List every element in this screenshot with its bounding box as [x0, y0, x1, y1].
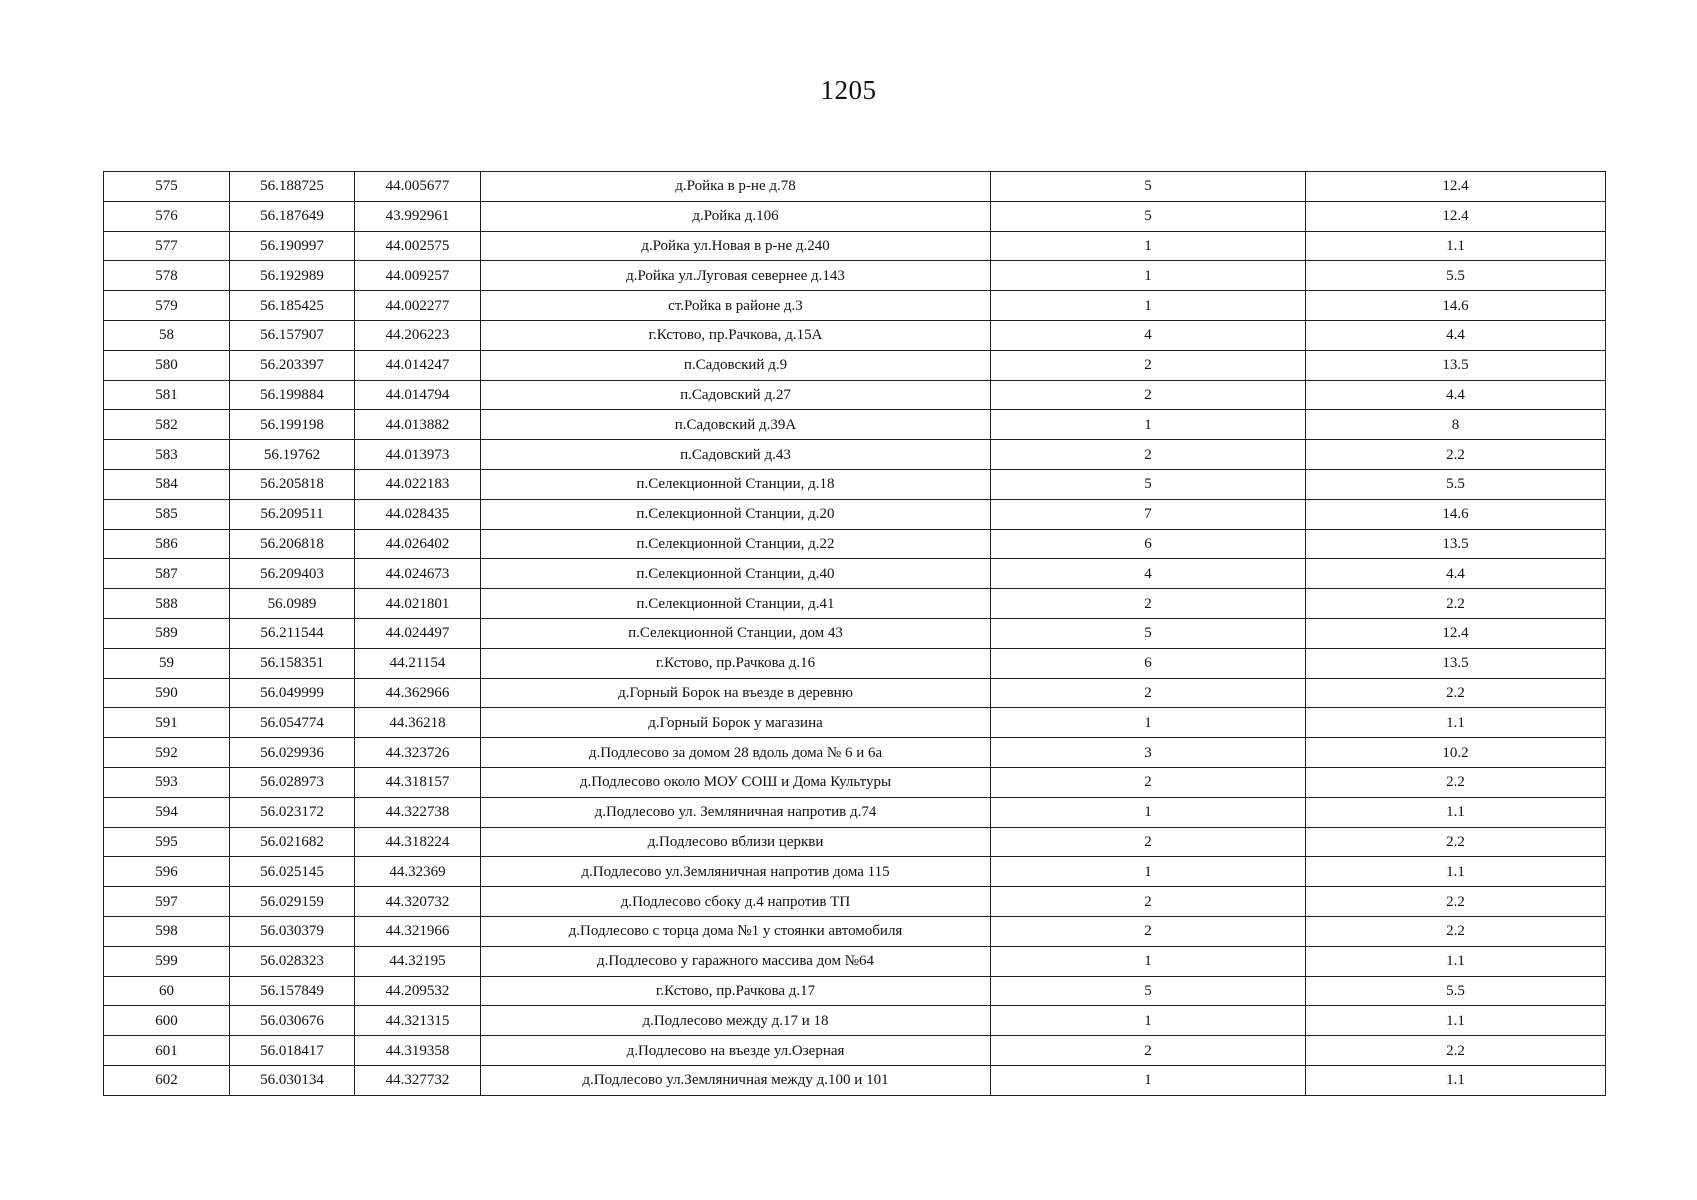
- cell-count: 1: [991, 261, 1306, 291]
- cell-address: д.Подлесово за домом 28 вдоль дома № 6 и 6а: [481, 738, 991, 768]
- cell-value: 1.1: [1306, 1065, 1606, 1095]
- cell-value: 4.4: [1306, 380, 1606, 410]
- cell-count: 1: [991, 1065, 1306, 1095]
- table-row: [104, 172, 1606, 202]
- cell-value: 14.6: [1306, 499, 1606, 529]
- cell-latitude: 56.030676: [230, 1006, 355, 1036]
- table-row: [104, 440, 1606, 470]
- table-row: [104, 1036, 1606, 1066]
- table-row: [104, 738, 1606, 768]
- cell-address: д.Подлесово около МОУ СОШ и Дома Культуры: [481, 767, 991, 797]
- cell-id: 577: [104, 231, 230, 261]
- cell-value: 1.1: [1306, 946, 1606, 976]
- cell-latitude: 56.209511: [230, 499, 355, 529]
- cell-count: 2: [991, 440, 1306, 470]
- cell-count: 1: [991, 231, 1306, 261]
- cell-latitude: 56.19762: [230, 440, 355, 470]
- cell-id: 583: [104, 440, 230, 470]
- cell-count: 2: [991, 827, 1306, 857]
- cell-address: д.Подлесово с торца дома №1 у стоянки автомобиля: [481, 916, 991, 946]
- cell-id: 579: [104, 291, 230, 321]
- cell-latitude: 56.030134: [230, 1065, 355, 1095]
- page-number: 1205: [820, 75, 877, 105]
- cell-id: 592: [104, 738, 230, 768]
- cell-id: 586: [104, 529, 230, 559]
- cell-longitude: 44.014794: [355, 380, 481, 410]
- cell-latitude: 56.157849: [230, 976, 355, 1006]
- cell-longitude: 44.32195: [355, 946, 481, 976]
- cell-value: 4.4: [1306, 559, 1606, 589]
- cell-address: ст.Ройка в районе д.3: [481, 291, 991, 321]
- table-row: [104, 589, 1606, 619]
- cell-id: 590: [104, 678, 230, 708]
- cell-id: 58: [104, 320, 230, 350]
- cell-address: д.Подлесово вблизи церкви: [481, 827, 991, 857]
- cell-value: 10.2: [1306, 738, 1606, 768]
- cell-count: 2: [991, 678, 1306, 708]
- table-row: [104, 827, 1606, 857]
- cell-value: 14.6: [1306, 291, 1606, 321]
- cell-address: д.Ройка ул.Новая в р-не д.240: [481, 231, 991, 261]
- cell-longitude: 44.024497: [355, 618, 481, 648]
- cell-count: 1: [991, 1006, 1306, 1036]
- cell-address: д.Подлесово между д.17 и 18: [481, 1006, 991, 1036]
- table-row: [104, 857, 1606, 887]
- cell-longitude: 44.32369: [355, 857, 481, 887]
- table-row: [104, 469, 1606, 499]
- cell-count: 3: [991, 738, 1306, 768]
- cell-count: 6: [991, 648, 1306, 678]
- cell-value: 8: [1306, 410, 1606, 440]
- cell-count: 2: [991, 1036, 1306, 1066]
- cell-value: 12.4: [1306, 201, 1606, 231]
- cell-longitude: 44.002575: [355, 231, 481, 261]
- cell-latitude: 56.021682: [230, 827, 355, 857]
- cell-value: 2.2: [1306, 678, 1606, 708]
- cell-longitude: 44.320732: [355, 887, 481, 917]
- cell-address: г.Кстово, пр.Рачкова д.17: [481, 976, 991, 1006]
- cell-count: 5: [991, 976, 1306, 1006]
- cell-latitude: 56.049999: [230, 678, 355, 708]
- table-row: [104, 559, 1606, 589]
- cell-value: 1.1: [1306, 708, 1606, 738]
- cell-id: 581: [104, 380, 230, 410]
- cell-longitude: 44.024673: [355, 559, 481, 589]
- cell-value: 1.1: [1306, 231, 1606, 261]
- cell-address: д.Подлесово ул.Земляничная напротив дома 115: [481, 857, 991, 887]
- cell-address: п.Селекционной Станции, д.22: [481, 529, 991, 559]
- cell-value: 2.2: [1306, 767, 1606, 797]
- cell-value: 2.2: [1306, 887, 1606, 917]
- cell-latitude: 56.205818: [230, 469, 355, 499]
- cell-longitude: 44.321966: [355, 916, 481, 946]
- cell-longitude: 44.009257: [355, 261, 481, 291]
- table-row: [104, 618, 1606, 648]
- cell-id: 575: [104, 172, 230, 202]
- cell-longitude: 44.022183: [355, 469, 481, 499]
- cell-count: 5: [991, 618, 1306, 648]
- cell-longitude: 44.327732: [355, 1065, 481, 1095]
- table-row: [104, 499, 1606, 529]
- cell-latitude: 56.190997: [230, 231, 355, 261]
- cell-count: 4: [991, 559, 1306, 589]
- cell-latitude: 56.203397: [230, 350, 355, 380]
- cell-longitude: 44.362966: [355, 678, 481, 708]
- cell-count: 6: [991, 529, 1306, 559]
- cell-latitude: 56.025145: [230, 857, 355, 887]
- table-row: [104, 350, 1606, 380]
- table-row: [104, 291, 1606, 321]
- cell-address: д.Ройка ул.Луговая севернее д.143: [481, 261, 991, 291]
- cell-id: 587: [104, 559, 230, 589]
- cell-value: 2.2: [1306, 916, 1606, 946]
- cell-longitude: 44.021801: [355, 589, 481, 619]
- cell-address: д.Подлесово у гаражного массива дом №64: [481, 946, 991, 976]
- cell-count: 2: [991, 916, 1306, 946]
- cell-id: 598: [104, 916, 230, 946]
- cell-id: 596: [104, 857, 230, 887]
- cell-longitude: 43.992961: [355, 201, 481, 231]
- cell-id: 582: [104, 410, 230, 440]
- table-row: [104, 410, 1606, 440]
- cell-longitude: 44.321315: [355, 1006, 481, 1036]
- cell-longitude: 44.36218: [355, 708, 481, 738]
- cell-value: 12.4: [1306, 172, 1606, 202]
- cell-count: 2: [991, 767, 1306, 797]
- cell-value: 5.5: [1306, 976, 1606, 1006]
- cell-address: д.Подлесово ул. Земляничная напротив д.74: [481, 797, 991, 827]
- cell-id: 580: [104, 350, 230, 380]
- cell-latitude: 56.029936: [230, 738, 355, 768]
- cell-id: 593: [104, 767, 230, 797]
- cell-value: 13.5: [1306, 529, 1606, 559]
- table-row: [104, 767, 1606, 797]
- cell-latitude: 56.199884: [230, 380, 355, 410]
- cell-value: 2.2: [1306, 827, 1606, 857]
- cell-address: г.Кстово, пр.Рачкова д.16: [481, 648, 991, 678]
- cell-latitude: 56.028323: [230, 946, 355, 976]
- table-row: [104, 529, 1606, 559]
- cell-latitude: 56.023172: [230, 797, 355, 827]
- cell-latitude: 56.158351: [230, 648, 355, 678]
- cell-count: 1: [991, 946, 1306, 976]
- cell-latitude: 56.028973: [230, 767, 355, 797]
- cell-longitude: 44.005677: [355, 172, 481, 202]
- cell-value: 2.2: [1306, 440, 1606, 470]
- cell-count: 2: [991, 380, 1306, 410]
- cell-id: 600: [104, 1006, 230, 1036]
- cell-latitude: 56.185425: [230, 291, 355, 321]
- cell-address: д.Ройка в р-не д.78: [481, 172, 991, 202]
- cell-address: п.Садовский д.27: [481, 380, 991, 410]
- cell-longitude: 44.014247: [355, 350, 481, 380]
- cell-value: 1.1: [1306, 1006, 1606, 1036]
- cell-id: 602: [104, 1065, 230, 1095]
- cell-id: 599: [104, 946, 230, 976]
- cell-value: 12.4: [1306, 618, 1606, 648]
- cell-id: 59: [104, 648, 230, 678]
- cell-value: 5.5: [1306, 261, 1606, 291]
- cell-longitude: 44.323726: [355, 738, 481, 768]
- cell-count: 2: [991, 887, 1306, 917]
- cell-id: 597: [104, 887, 230, 917]
- cell-count: 2: [991, 589, 1306, 619]
- cell-address: п.Селекционной Станции, дом 43: [481, 618, 991, 648]
- table-row: [104, 320, 1606, 350]
- cell-id: 585: [104, 499, 230, 529]
- table-row: [104, 976, 1606, 1006]
- cell-count: 5: [991, 172, 1306, 202]
- cell-address: д.Ройка д.106: [481, 201, 991, 231]
- cell-longitude: 44.026402: [355, 529, 481, 559]
- cell-latitude: 56.157907: [230, 320, 355, 350]
- data-table: [103, 171, 1606, 1096]
- cell-id: 60: [104, 976, 230, 1006]
- cell-latitude: 56.206818: [230, 529, 355, 559]
- cell-address: п.Садовский д.43: [481, 440, 991, 470]
- cell-count: 1: [991, 410, 1306, 440]
- cell-longitude: 44.319358: [355, 1036, 481, 1066]
- table-row: [104, 261, 1606, 291]
- cell-id: 594: [104, 797, 230, 827]
- cell-value: 1.1: [1306, 857, 1606, 887]
- cell-id: 595: [104, 827, 230, 857]
- cell-count: 1: [991, 797, 1306, 827]
- cell-address: д.Горный Борок на въезде в деревню: [481, 678, 991, 708]
- cell-address: д.Подлесово ул.Земляничная между д.100 и 101: [481, 1065, 991, 1095]
- cell-id: 584: [104, 469, 230, 499]
- cell-value: 13.5: [1306, 648, 1606, 678]
- cell-value: 4.4: [1306, 320, 1606, 350]
- cell-value: 1.1: [1306, 797, 1606, 827]
- cell-latitude: 56.0989: [230, 589, 355, 619]
- table-row: [104, 887, 1606, 917]
- cell-address: п.Селекционной Станции, д.18: [481, 469, 991, 499]
- cell-value: 5.5: [1306, 469, 1606, 499]
- cell-id: 588: [104, 589, 230, 619]
- cell-latitude: 56.188725: [230, 172, 355, 202]
- cell-latitude: 56.029159: [230, 887, 355, 917]
- cell-address: п.Селекционной Станции, д.41: [481, 589, 991, 619]
- table-row: [104, 916, 1606, 946]
- cell-longitude: 44.028435: [355, 499, 481, 529]
- cell-longitude: 44.21154: [355, 648, 481, 678]
- cell-address: п.Садовский д.9: [481, 350, 991, 380]
- cell-longitude: 44.209532: [355, 976, 481, 1006]
- table-row: [104, 678, 1606, 708]
- cell-count: 1: [991, 857, 1306, 887]
- cell-longitude: 44.013973: [355, 440, 481, 470]
- table-row: [104, 1065, 1606, 1095]
- cell-address: д.Подлесово сбоку д.4 напротив ТП: [481, 887, 991, 917]
- cell-count: 1: [991, 708, 1306, 738]
- table-row: [104, 380, 1606, 410]
- cell-address: г.Кстово, пр.Рачкова, д.15А: [481, 320, 991, 350]
- table-row: [104, 797, 1606, 827]
- cell-address: д.Горный Борок у магазина: [481, 708, 991, 738]
- cell-longitude: 44.002277: [355, 291, 481, 321]
- cell-longitude: 44.206223: [355, 320, 481, 350]
- cell-latitude: 56.199198: [230, 410, 355, 440]
- cell-address: п.Садовский д.39А: [481, 410, 991, 440]
- cell-address: д.Подлесово на въезде ул.Озерная: [481, 1036, 991, 1066]
- table-row: [104, 648, 1606, 678]
- cell-id: 578: [104, 261, 230, 291]
- table-row: [104, 231, 1606, 261]
- cell-count: 5: [991, 469, 1306, 499]
- table-row: [104, 201, 1606, 231]
- cell-latitude: 56.187649: [230, 201, 355, 231]
- cell-address: п.Селекционной Станции, д.20: [481, 499, 991, 529]
- cell-latitude: 56.054774: [230, 708, 355, 738]
- cell-longitude: 44.322738: [355, 797, 481, 827]
- cell-latitude: 56.030379: [230, 916, 355, 946]
- cell-count: 5: [991, 201, 1306, 231]
- cell-id: 589: [104, 618, 230, 648]
- cell-id: 591: [104, 708, 230, 738]
- cell-id: 576: [104, 201, 230, 231]
- cell-value: 2.2: [1306, 589, 1606, 619]
- cell-count: 7: [991, 499, 1306, 529]
- cell-longitude: 44.318224: [355, 827, 481, 857]
- table-body: [104, 172, 1606, 1096]
- table-row: [104, 1006, 1606, 1036]
- cell-latitude: 56.211544: [230, 618, 355, 648]
- table-row: [104, 946, 1606, 976]
- cell-longitude: 44.013882: [355, 410, 481, 440]
- table-row: [104, 708, 1606, 738]
- cell-value: 2.2: [1306, 1036, 1606, 1066]
- cell-count: 1: [991, 291, 1306, 321]
- cell-id: 601: [104, 1036, 230, 1066]
- cell-count: 2: [991, 350, 1306, 380]
- cell-count: 4: [991, 320, 1306, 350]
- cell-longitude: 44.318157: [355, 767, 481, 797]
- cell-address: п.Селекционной Станции, д.40: [481, 559, 991, 589]
- cell-latitude: 56.192989: [230, 261, 355, 291]
- cell-latitude: 56.018417: [230, 1036, 355, 1066]
- cell-latitude: 56.209403: [230, 559, 355, 589]
- cell-value: 13.5: [1306, 350, 1606, 380]
